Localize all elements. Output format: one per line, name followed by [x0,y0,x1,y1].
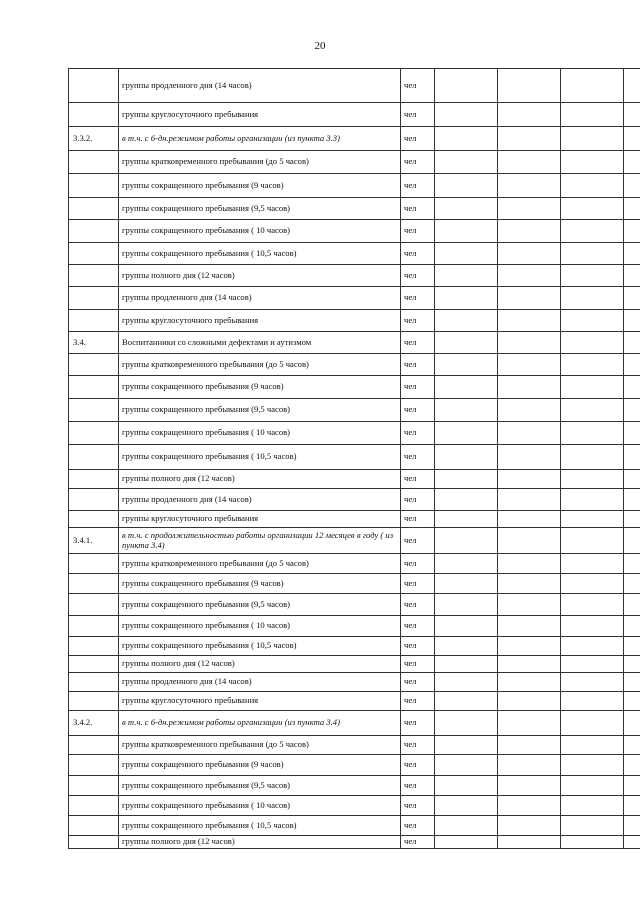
unit-cell: чел [401,755,435,776]
row-number [69,354,119,376]
value-cell [435,637,498,656]
value-cell [561,69,624,103]
unit-cell: чел [401,796,435,816]
value-cell [498,310,561,332]
value-cell [561,692,624,711]
table-row [69,198,640,220]
row-number [69,265,119,287]
table-row [69,637,640,656]
value-cell [498,69,561,103]
row-number [69,376,119,399]
indicator-name: группы кратковременного пребывания (до 5 часов) [119,736,401,755]
value-cell [624,594,640,616]
value-cell [498,528,561,554]
unit-cell: чел [401,422,435,445]
value-cell [561,554,624,574]
indicator-name: в т.ч. с 6-дн.режимом работы организации (из пункта 3.4) [119,711,401,736]
value-cell [561,151,624,174]
table-row [69,736,640,755]
value-cell [435,332,498,354]
row-number: 3.4.2. [69,711,119,736]
value-cell [561,399,624,422]
indicator-name: группы сокращенного пребывания ( 10,5 часов) [119,816,401,836]
unit-cell: чел [401,816,435,836]
row-number: 3.4.1. [69,528,119,554]
value-cell [435,594,498,616]
value-cell [561,656,624,673]
table-row [69,69,640,103]
value-cell [561,594,624,616]
unit-cell: чел [401,656,435,673]
value-cell [624,198,640,220]
unit-cell: чел [401,69,435,103]
indicator-table-body [69,69,640,849]
table-row [69,673,640,692]
table-row [69,354,640,376]
value-cell [561,776,624,796]
indicator-name: группы полного дня (12 часов) [119,656,401,673]
unit-cell: чел [401,574,435,594]
value-cell [435,445,498,470]
row-number [69,796,119,816]
indicator-name: группы кратковременного пребывания (до 5 часов) [119,354,401,376]
value-cell [435,489,498,511]
value-cell [624,616,640,637]
value-cell [498,594,561,616]
row-number [69,198,119,220]
value-cell [624,103,640,127]
value-cell [435,310,498,332]
indicator-name: группы сокращенного пребывания (9,5 часов) [119,399,401,422]
value-cell [435,422,498,445]
unit-cell: чел [401,220,435,243]
table-row [69,511,640,528]
table-row [69,711,640,736]
value-cell [435,776,498,796]
unit-cell: чел [401,103,435,127]
row-number [69,310,119,332]
value-cell [498,692,561,711]
value-cell [435,656,498,673]
value-cell [498,796,561,816]
value-cell [561,243,624,265]
table-row [69,243,640,265]
table-row [69,776,640,796]
value-cell [498,574,561,594]
unit-cell: чел [401,637,435,656]
value-cell [624,127,640,151]
value-cell [435,470,498,489]
value-cell [624,511,640,528]
value-cell [498,470,561,489]
row-number [69,489,119,511]
unit-cell: чел [401,376,435,399]
value-cell [435,243,498,265]
value-cell [624,528,640,554]
table-row [69,692,640,711]
table-row [69,332,640,354]
value-cell [435,376,498,399]
value-cell [435,711,498,736]
value-cell [561,673,624,692]
row-number [69,616,119,637]
table-row [69,103,640,127]
value-cell [561,174,624,198]
table-row [69,265,640,287]
value-cell [624,637,640,656]
value-cell [498,489,561,511]
value-cell [498,711,561,736]
value-cell [498,816,561,836]
indicator-name: группы продленного дня (14 часов) [119,673,401,692]
value-cell [435,755,498,776]
table-row [69,287,640,310]
unit-cell: чел [401,489,435,511]
indicator-name: группы сокращенного пребывания (9 часов) [119,755,401,776]
value-cell [624,554,640,574]
unit-cell: чел [401,836,435,849]
value-cell [561,616,624,637]
value-cell [435,287,498,310]
unit-cell: чел [401,736,435,755]
row-number [69,574,119,594]
value-cell [624,445,640,470]
indicator-name: группы сокращенного пребывания (9 часов) [119,574,401,594]
value-cell [624,310,640,332]
indicator-name: группы кратковременного пребывания (до 5 часов) [119,151,401,174]
value-cell [498,287,561,310]
value-cell [561,354,624,376]
row-number [69,692,119,711]
indicator-name: группы сокращенного пребывания ( 10 часов) [119,422,401,445]
value-cell [435,399,498,422]
unit-cell: чел [401,243,435,265]
indicator-name: группы полного дня (12 часов) [119,836,401,849]
row-number [69,445,119,470]
value-cell [561,796,624,816]
row-number [69,836,119,849]
value-cell [435,265,498,287]
value-cell [498,445,561,470]
value-cell [561,489,624,511]
value-cell [561,736,624,755]
value-cell [498,376,561,399]
row-number [69,220,119,243]
value-cell [498,616,561,637]
indicator-name: группы сокращенного пребывания ( 10,5 часов) [119,637,401,656]
value-cell [498,220,561,243]
value-cell [624,69,640,103]
unit-cell: чел [401,445,435,470]
value-cell [498,554,561,574]
value-cell [561,127,624,151]
row-number [69,594,119,616]
unit-cell: чел [401,692,435,711]
indicator-name: группы продленного дня (14 часов) [119,287,401,310]
row-number [69,69,119,103]
indicator-name: группы сокращенного пребывания (9,5 часов) [119,594,401,616]
indicator-name: группы сокращенного пребывания ( 10 часов) [119,220,401,243]
table-row [69,422,640,445]
table-row [69,616,640,637]
indicator-name: группы полного дня (12 часов) [119,265,401,287]
row-number [69,637,119,656]
row-number [69,816,119,836]
value-cell [435,174,498,198]
row-number [69,511,119,528]
value-cell [498,354,561,376]
value-cell [435,103,498,127]
unit-cell: чел [401,332,435,354]
value-cell [498,243,561,265]
unit-cell: чел [401,310,435,332]
unit-cell: чел [401,399,435,422]
value-cell [624,656,640,673]
indicator-name: Воспитанники со сложными дефектами и аутизмом [119,332,401,354]
unit-cell: чел [401,470,435,489]
value-cell [435,616,498,637]
row-number [69,656,119,673]
table-row [69,528,640,554]
value-cell [624,422,640,445]
table-row [69,489,640,511]
value-cell [498,736,561,755]
value-cell [435,673,498,692]
value-cell [435,127,498,151]
value-cell [498,198,561,220]
value-cell [624,332,640,354]
table-row [69,594,640,616]
value-cell [435,796,498,816]
value-cell [624,376,640,399]
table-row [69,445,640,470]
value-cell [624,836,640,849]
value-cell [498,511,561,528]
table-row [69,174,640,198]
value-cell [561,711,624,736]
value-cell [624,736,640,755]
table-row [69,574,640,594]
value-cell [561,310,624,332]
value-cell [624,711,640,736]
value-cell [561,287,624,310]
table-row [69,470,640,489]
value-cell [435,736,498,755]
value-cell [624,470,640,489]
value-cell [498,127,561,151]
unit-cell: чел [401,711,435,736]
value-cell [498,656,561,673]
table-row [69,127,640,151]
value-cell [435,151,498,174]
value-cell [561,422,624,445]
unit-cell: чел [401,594,435,616]
indicator-name: в т.ч. с продолжительностью работы организации 12 месяцев в году ( из пункта 3.4) [119,528,401,554]
value-cell [498,755,561,776]
value-cell [498,637,561,656]
indicator-name: группы продленного дня (14 часов) [119,69,401,103]
indicator-name: группы продленного дня (14 часов) [119,489,401,511]
value-cell [498,776,561,796]
row-number [69,174,119,198]
row-number [69,755,119,776]
unit-cell: чел [401,265,435,287]
indicator-name: группы кратковременного пребывания (до 5 часов) [119,554,401,574]
value-cell [498,836,561,849]
value-cell [435,836,498,849]
value-cell [624,354,640,376]
table-row [69,656,640,673]
indicator-name: группы полного дня (12 часов) [119,470,401,489]
value-cell [624,174,640,198]
value-cell [561,470,624,489]
value-cell [561,265,624,287]
value-cell [435,554,498,574]
value-cell [624,265,640,287]
table-row [69,310,640,332]
table-row [69,399,640,422]
value-cell [624,796,640,816]
value-cell [435,511,498,528]
value-cell [435,69,498,103]
value-cell [624,243,640,265]
value-cell [624,151,640,174]
value-cell [561,755,624,776]
unit-cell: чел [401,616,435,637]
indicator-name: группы круглосуточного пребывания [119,511,401,528]
unit-cell: чел [401,174,435,198]
value-cell [624,692,640,711]
value-cell [561,103,624,127]
unit-cell: чел [401,673,435,692]
row-number [69,673,119,692]
value-cell [435,574,498,594]
value-cell [624,287,640,310]
indicator-name: группы сокращенного пребывания (9 часов) [119,376,401,399]
table-row [69,816,640,836]
value-cell [498,673,561,692]
indicator-name: группы круглосуточного пребывания [119,692,401,711]
value-cell [561,376,624,399]
row-number [69,422,119,445]
value-cell [498,399,561,422]
value-cell [498,174,561,198]
unit-cell: чел [401,287,435,310]
table-row [69,755,640,776]
value-cell [624,673,640,692]
table-row [69,554,640,574]
value-cell [498,151,561,174]
unit-cell: чел [401,127,435,151]
value-cell [498,103,561,127]
value-cell [435,692,498,711]
row-number [69,287,119,310]
value-cell [561,637,624,656]
row-number [69,776,119,796]
indicator-name: группы сокращенного пребывания ( 10 часов) [119,796,401,816]
value-cell [498,265,561,287]
indicator-name: группы круглосуточного пребывания [119,310,401,332]
row-number [69,736,119,755]
value-cell [561,836,624,849]
unit-cell: чел [401,151,435,174]
value-cell [498,422,561,445]
value-cell [561,574,624,594]
unit-cell: чел [401,776,435,796]
value-cell [624,776,640,796]
table-row [69,376,640,399]
page-number: 20 [314,40,326,52]
row-number [69,470,119,489]
value-cell [435,198,498,220]
table-row [69,151,640,174]
table-row [69,220,640,243]
row-number: 3.3.2. [69,127,119,151]
row-number [69,243,119,265]
row-number [69,103,119,127]
value-cell [561,220,624,243]
value-cell [624,816,640,836]
value-cell [624,574,640,594]
indicator-name: группы сокращенного пребывания (9,5 часов) [119,198,401,220]
unit-cell: чел [401,554,435,574]
value-cell [561,816,624,836]
row-number [69,399,119,422]
value-cell [624,399,640,422]
value-cell [624,220,640,243]
value-cell [561,511,624,528]
unit-cell: чел [401,528,435,554]
indicator-name: группы сокращенного пребывания ( 10 часов) [119,616,401,637]
value-cell [561,332,624,354]
value-cell [435,816,498,836]
value-cell [435,220,498,243]
value-cell [624,755,640,776]
value-cell [498,332,561,354]
indicator-name: группы сокращенного пребывания (9,5 часов) [119,776,401,796]
value-cell [435,354,498,376]
value-cell [561,198,624,220]
value-cell [561,445,624,470]
value-cell [624,489,640,511]
indicator-table [68,68,640,849]
indicator-name: группы сокращенного пребывания ( 10,5 часов) [119,243,401,265]
row-number [69,554,119,574]
unit-cell: чел [401,511,435,528]
value-cell [561,528,624,554]
row-number [69,151,119,174]
row-number: 3.4. [69,332,119,354]
unit-cell: чел [401,198,435,220]
indicator-name: группы круглосуточного пребывания [119,103,401,127]
indicator-name: группы сокращенного пребывания (9 часов) [119,174,401,198]
table-row [69,836,640,849]
unit-cell: чел [401,354,435,376]
value-cell [435,528,498,554]
indicator-name: группы сокращенного пребывания ( 10,5 часов) [119,445,401,470]
table-row [69,796,640,816]
indicator-name: в т.ч. с 6-дн.режимом работы организации (из пункта 3.3) [119,127,401,151]
